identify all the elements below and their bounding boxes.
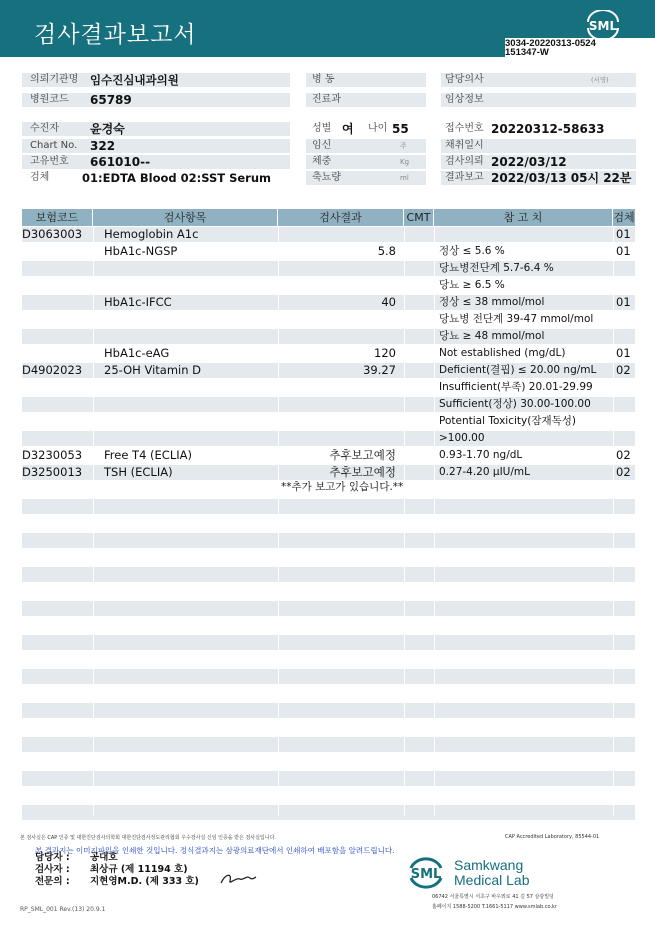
cell-reference: 정상 ≤ 5.6 %: [439, 245, 505, 257]
col-header-code: 보험코드: [22, 209, 93, 226]
lab-name: [454, 858, 530, 888]
specialist-label: 전문의 :: [35, 876, 70, 887]
pregnancy-label: 임신: [312, 140, 332, 151]
chart-label: Chart No.: [30, 140, 78, 151]
cell-result: 40: [381, 295, 396, 309]
chart-row: [22, 139, 290, 153]
table-band: [22, 533, 635, 548]
dept-label: 진료과: [312, 94, 341, 105]
institution-label: 의뢰기관명: [30, 74, 79, 85]
cell-item: Hemoglobin A1c: [104, 227, 199, 241]
table-band: [22, 703, 635, 718]
report-id-line1: 3034-20220313-0524: [505, 38, 596, 49]
cell-result: 5.8: [377, 244, 396, 258]
hospital-code-row: [22, 93, 290, 107]
patient-label: 수진자: [30, 123, 59, 134]
cell-reference: 0.93-1.70 ng/dL: [439, 449, 523, 461]
doctor-row: [441, 73, 636, 87]
col-divider: [434, 226, 435, 816]
hospital-code-value: 65789: [90, 93, 132, 107]
cell-reference: Deficient(결핍) ≤ 20.00 ng/mL: [439, 364, 597, 376]
cell-item: HbA1c-IFCC: [104, 295, 172, 309]
sex-label: 성별: [312, 123, 332, 134]
cell-reference: 당뇨 ≥ 48 mmol/mol: [439, 330, 545, 342]
additional-report-note: **추가 보고가 있습니다.**: [281, 481, 404, 493]
cell-result: 추후보고예정: [329, 448, 396, 462]
cell-result: 120: [374, 346, 396, 360]
specimen-value: 01:EDTA Blood 02:SST Serum: [82, 171, 272, 185]
pregnancy-row: [306, 139, 426, 153]
sex-value: 여: [342, 122, 354, 136]
urine-unit: ml: [400, 174, 409, 182]
doctor-sign: (서명): [591, 76, 609, 84]
cell-reference: Potential Toxicity(잠재독성): [439, 415, 576, 427]
report-label: 결과보고: [445, 172, 484, 183]
cell-result: 39.27: [363, 363, 396, 377]
patient-value: 윤경숙: [90, 122, 125, 136]
receipt-row: [441, 122, 636, 136]
cell-specimen: 02: [616, 448, 631, 462]
col-header-item: 검사항목: [93, 209, 278, 226]
cell-item: 25-OH Vitamin D: [104, 363, 202, 377]
samkwang-logo-icon: [405, 852, 447, 894]
request-value: 2022/03/12: [491, 155, 567, 169]
cell-reference: 정상 ≤ 38 mmol/mol: [439, 296, 545, 308]
lab-address: 06742 서울특별시 서초구 바우뫼로 41 길 57 삼광빌딩: [432, 894, 554, 900]
sex-age-row: [306, 122, 426, 136]
specimen-label: 검체: [30, 172, 50, 183]
cell-item: HbA1c-NGSP: [104, 244, 178, 258]
lab-name-line1: Samkwang: [454, 857, 524, 873]
logo-text: SML: [588, 19, 618, 33]
specimen-row: [22, 171, 290, 185]
print-notice: 본 결과지는 이미지파일을 인쇄한 것입니다. 정식결과지는 삼광의료재단에서 인쇄하여 배포함을 알려드립니다.: [35, 846, 395, 855]
cell-reference: Insufficient(부족) 20.01-29.99: [439, 381, 593, 393]
table-band: [22, 601, 635, 616]
cell-code: D3063003: [22, 227, 83, 241]
lab-contact: 홈페이지 1588-5200 T.1661-5117 www.smlab.co.kr: [432, 904, 557, 910]
doctor-label: 담당의사: [445, 74, 484, 85]
chart-value: 322: [90, 139, 116, 153]
cell-result: 추후보고예정: [329, 465, 396, 479]
cell-specimen: 02: [616, 363, 631, 377]
cell-reference: 당뇨병전단계 5.7-6.4 %: [439, 262, 554, 274]
inspector-label: 검사자 :: [35, 864, 70, 875]
id-label: 고유번호: [30, 156, 69, 167]
institution-row: [22, 73, 290, 87]
cell-specimen: 02: [616, 465, 631, 479]
cell-specimen: 01: [616, 244, 631, 258]
institution-value: 임수진심내과의원: [90, 73, 179, 87]
form-code: RP_SML_001 Rev.(13) 20.9.1: [20, 906, 106, 913]
receipt-value: 20220312-58633: [491, 122, 605, 136]
lab-logo-text: SML: [410, 867, 442, 882]
cell-code: D3230053: [22, 448, 83, 462]
urine-label: 축뇨량: [312, 172, 341, 183]
signature-icon: [218, 869, 258, 887]
cell-code: D3250013: [22, 465, 83, 479]
report-header: [0, 0, 655, 57]
cap-accreditation: CAP Accredited Laboratory, 85544-01: [505, 834, 600, 840]
sml-logo-icon: [582, 10, 624, 40]
cell-code: D4902023: [22, 363, 83, 377]
report-value: 2022/03/13 05시 22분: [491, 171, 632, 185]
weight-label: 체중: [312, 156, 332, 167]
age-label: 나이: [368, 123, 388, 134]
accreditation-disclaimer: 본 검사실은 CAP 인증 및 대한진단검사의학회 대한진단검사정도관리협회 우수검사실 신임 인증을 받은 검사실입니다.: [20, 835, 277, 841]
weight-row: [306, 155, 426, 169]
col-divider: [613, 226, 614, 816]
ward-label: 병 동: [312, 74, 335, 85]
cell-item: HbA1c-eAG: [104, 346, 170, 360]
table-band: [22, 567, 635, 582]
col-divider: [278, 226, 279, 816]
ward-row: [306, 73, 426, 87]
cell-reference: 당뇨 ≥ 6.5 %: [439, 279, 505, 291]
table-band: [22, 635, 635, 650]
patient-row: [22, 122, 290, 136]
manager-value: 공대호: [90, 852, 118, 863]
cell-reference: 0.27-4.20 μIU/mL: [439, 466, 530, 478]
report-time-row: [441, 171, 636, 185]
inspector-value: 최상규 (제 11194 호): [90, 864, 188, 875]
cell-specimen: 01: [616, 346, 631, 360]
pregnancy-unit: 주: [400, 142, 407, 150]
cell-reference: Sufficient(정상) 30.00-100.00: [439, 398, 591, 410]
id-value: 661010--: [90, 155, 151, 169]
receipt-label: 접수번호: [445, 123, 484, 134]
collect-label: 채취일시: [445, 140, 484, 151]
id-row: [22, 155, 290, 169]
request-label: 검사의뢰: [445, 156, 484, 167]
col-header-result: 검사결과: [278, 209, 404, 226]
collect-row: [441, 139, 636, 153]
hospital-code-label: 병원코드: [30, 94, 69, 105]
report-id-line2: 151347-W: [505, 47, 549, 58]
cell-reference: >100.00: [439, 432, 485, 444]
cell-reference: Not established (mg/dL): [439, 347, 566, 359]
cell-specimen: 01: [616, 227, 631, 241]
col-header-specimen: 검체: [613, 211, 635, 224]
clinical-row: [441, 93, 636, 107]
specialist-value: 지현영M.D. (제 333 호): [90, 876, 199, 887]
dept-row: [306, 93, 426, 107]
weight-unit: Kg: [400, 158, 410, 166]
lab-name-line2: Medical Lab: [454, 872, 530, 888]
cell-reference: 당뇨병 전단계 39-47 mmol/mol: [439, 313, 594, 325]
age-value: 55: [392, 122, 409, 136]
col-header-cmt: CMT: [404, 209, 434, 226]
clinical-label: 임상정보: [445, 94, 484, 105]
urine-row: [306, 171, 426, 185]
table-band: [22, 737, 635, 752]
col-header-reference: 참 고 치: [434, 209, 613, 226]
manager-label: 담당자 :: [35, 852, 70, 863]
col-divider: [404, 226, 405, 816]
cell-item: Free T4 (ECLIA): [104, 448, 192, 462]
table-band: [22, 499, 635, 514]
cell-specimen: 01: [616, 295, 631, 309]
table-band: [22, 805, 635, 820]
table-band: [22, 771, 635, 786]
col-divider: [93, 226, 94, 816]
report-id: [505, 38, 655, 57]
request-row: [441, 155, 636, 169]
table-band: [22, 669, 635, 684]
cell-item: TSH (ECLIA): [104, 465, 173, 479]
report-title: 검사결과보고서: [34, 22, 197, 48]
